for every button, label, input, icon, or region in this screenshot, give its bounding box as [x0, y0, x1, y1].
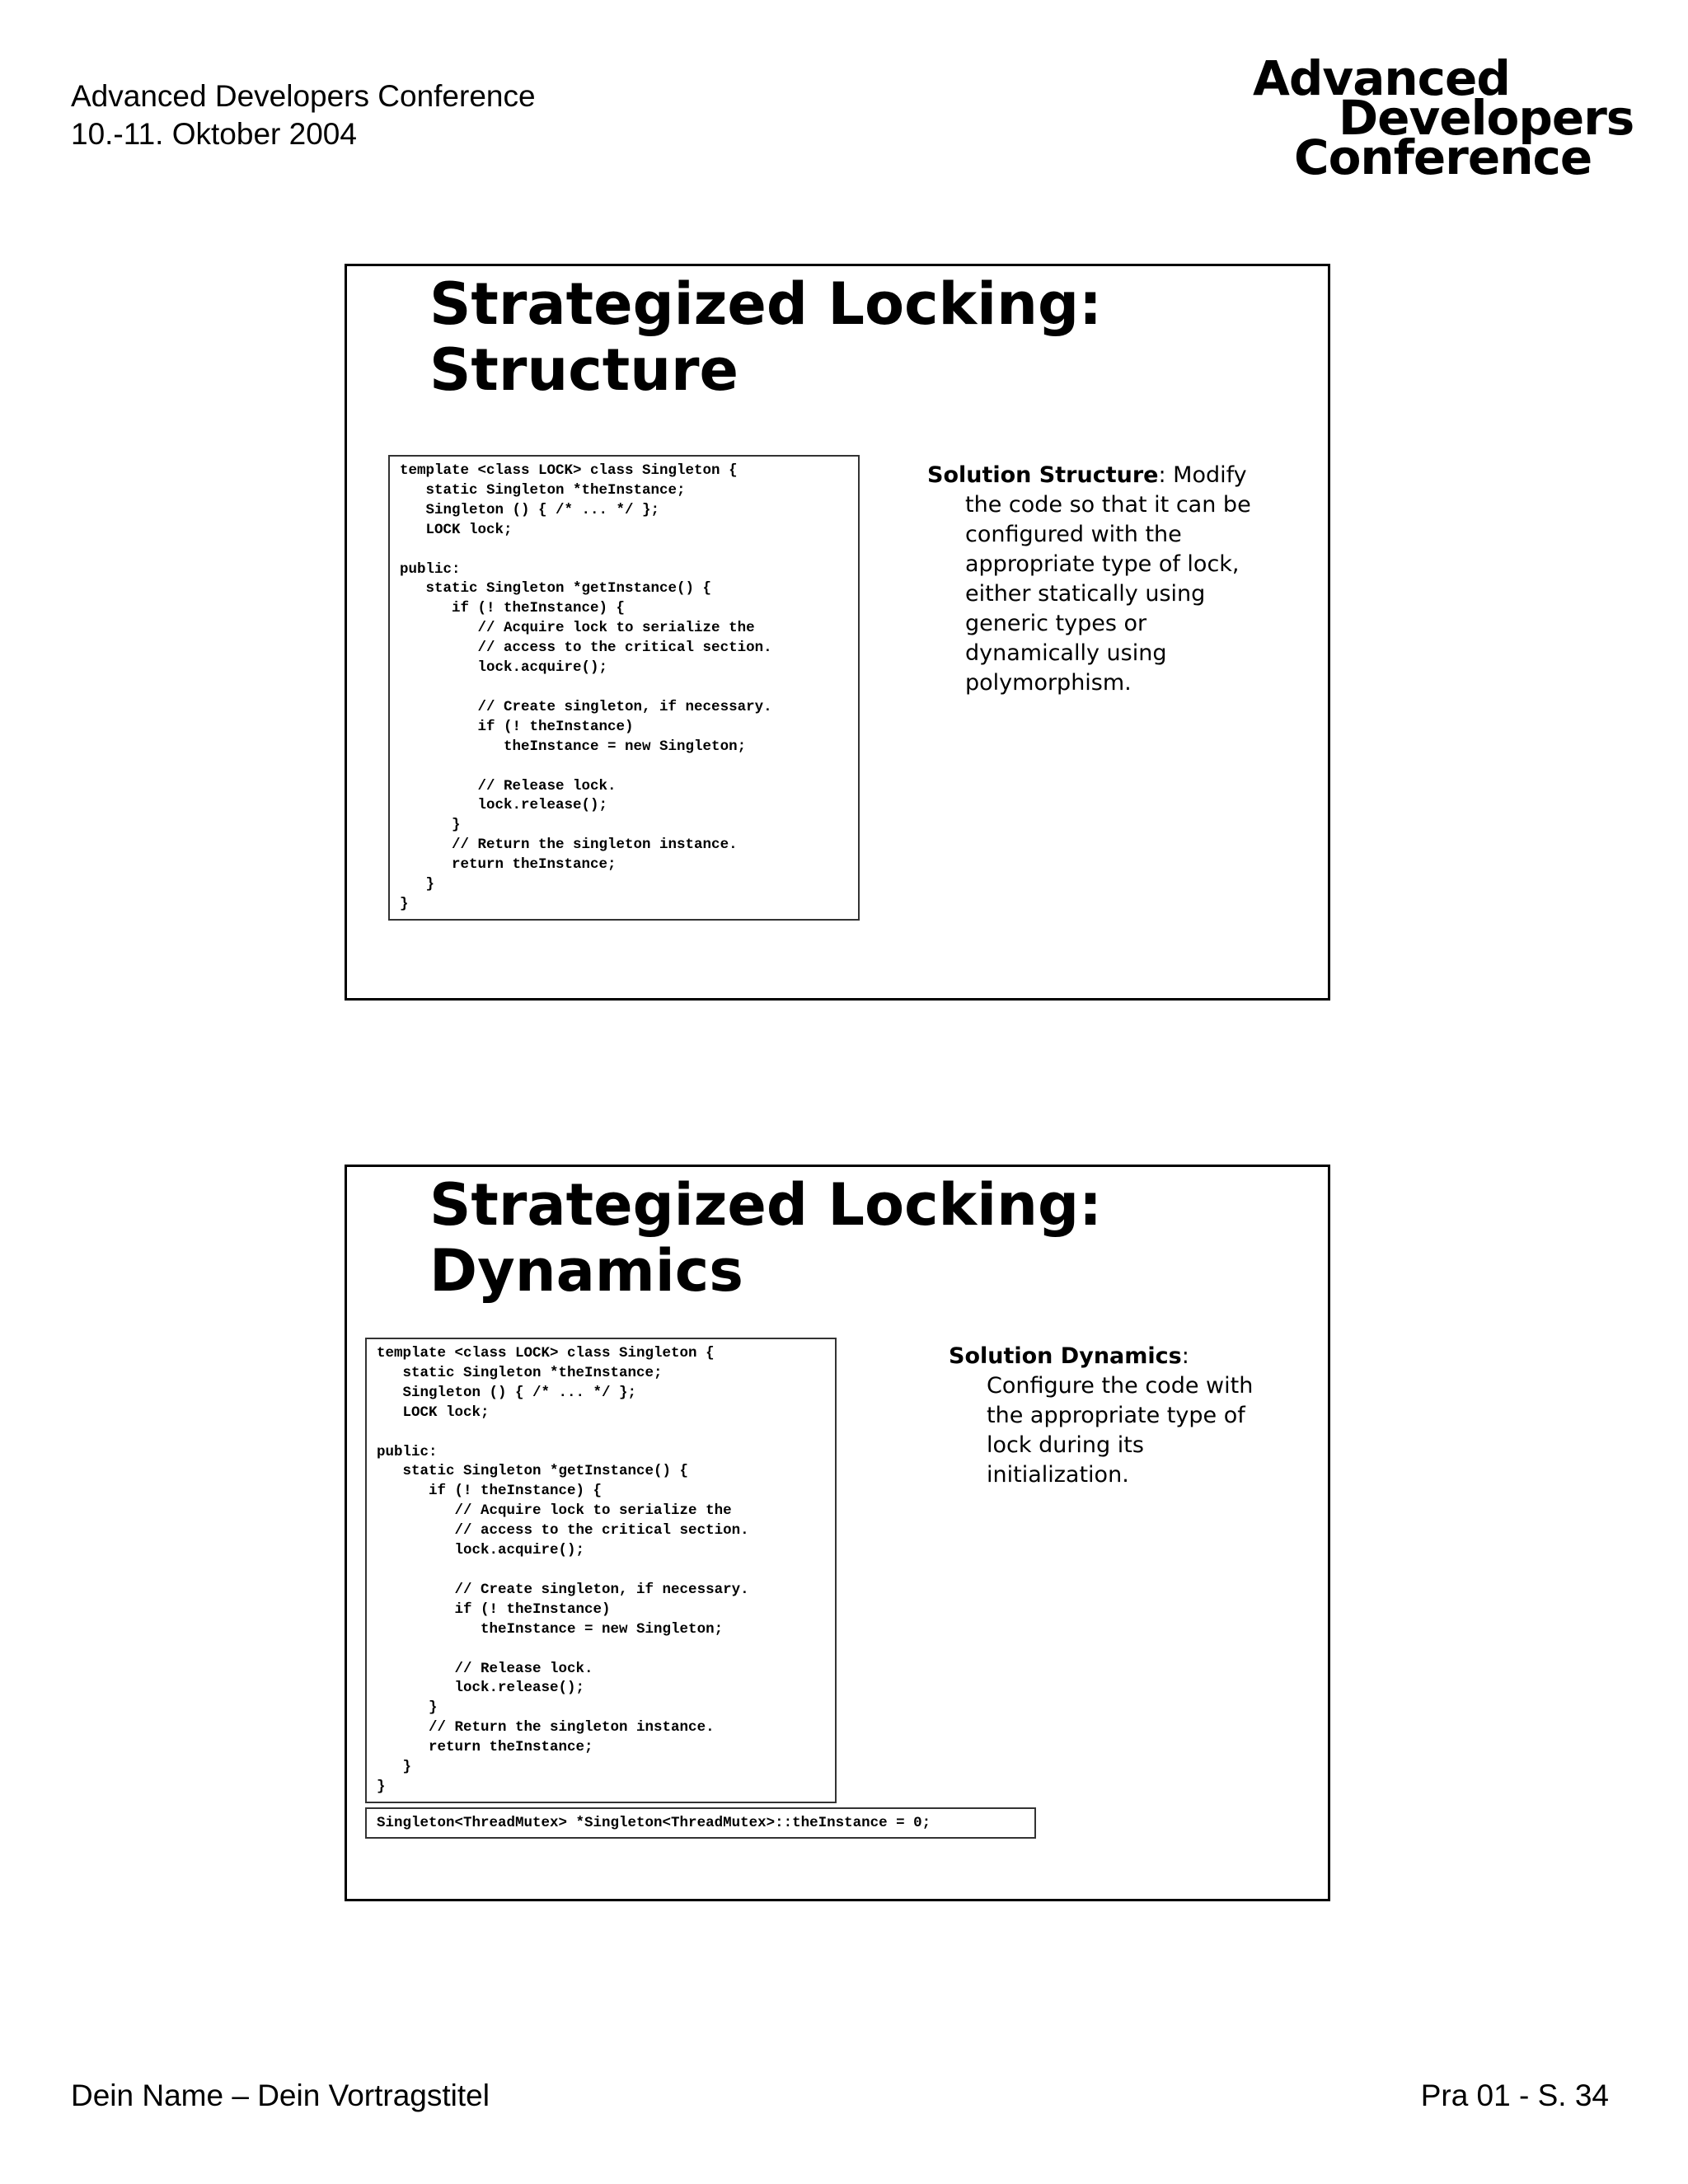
- logo-line-1: Advanced: [1253, 50, 1510, 106]
- conference-date: 10.-11. Oktober 2004: [71, 117, 357, 151]
- init-code: Singleton<ThreadMutex> *Singleton<ThreadMutex>::theInstance = 0;: [365, 1807, 1036, 1839]
- logo-line-2: Developers: [1339, 90, 1634, 146]
- description-body: the code so that it can be configured with the appropriate type of lock, either statically using generic types or dynamically using polymorphism.: [965, 492, 1251, 696]
- slide-description: [949, 1342, 1278, 1490]
- slide-structure: [345, 264, 1330, 1001]
- slide-dynamics: [345, 1165, 1330, 1901]
- code-listing: template <class LOCK> class Singleton { static Singleton *theInstance; Singleton () { /* ... */ }; LOCK lock; public: static Singleton *getInstance() { if (! theInstance) { // Acquire lock to serialize the // access to the critical section. lock.acquire(); // Create singleton, if necessary. if (! theInstance) theInstance = new Singleton; // Release lock. lock.release(); } // Return the singleton instance. return theInstance; } }: [365, 1338, 837, 1803]
- conference-name: Advanced Developers Conference: [71, 79, 536, 113]
- footer-author: Dein Name – Dein Vortragstitel: [71, 2079, 490, 2112]
- slide-title: Strategized Locking: Dynamics: [429, 1171, 1103, 1305]
- description-body: Configure the code with the appropriate type of lock during its initialization.: [987, 1373, 1254, 1488]
- footer-page-number: Pra 01 - S. 34: [1420, 2079, 1609, 2112]
- description-first-line: : Modify: [1158, 462, 1247, 488]
- code-listing: template <class LOCK> class Singleton { static Singleton *theInstance; Singleton () { /* ... */ }; LOCK lock; public: static Singleton *getInstance() { if (! theInstance) { // Acquire lock to serialize the // access to the critical section. lock.acquire(); // Create singleton, if necessary. if (! theInstance) theInstance = new Singleton; // Release lock. lock.release(); } // Return the singleton instance. return theInstance; } }: [388, 455, 860, 921]
- slide-description: [927, 461, 1273, 698]
- description-heading: Solution Dynamics: [949, 1343, 1182, 1369]
- description-first-line: :: [1181, 1343, 1189, 1369]
- description-heading: Solution Structure: [927, 462, 1159, 488]
- logo-line-3: Conference: [1294, 129, 1592, 185]
- header-text: [71, 77, 536, 153]
- conference-logo: [1253, 50, 1634, 185]
- slide-title: Strategized Locking: Structure: [429, 270, 1103, 404]
